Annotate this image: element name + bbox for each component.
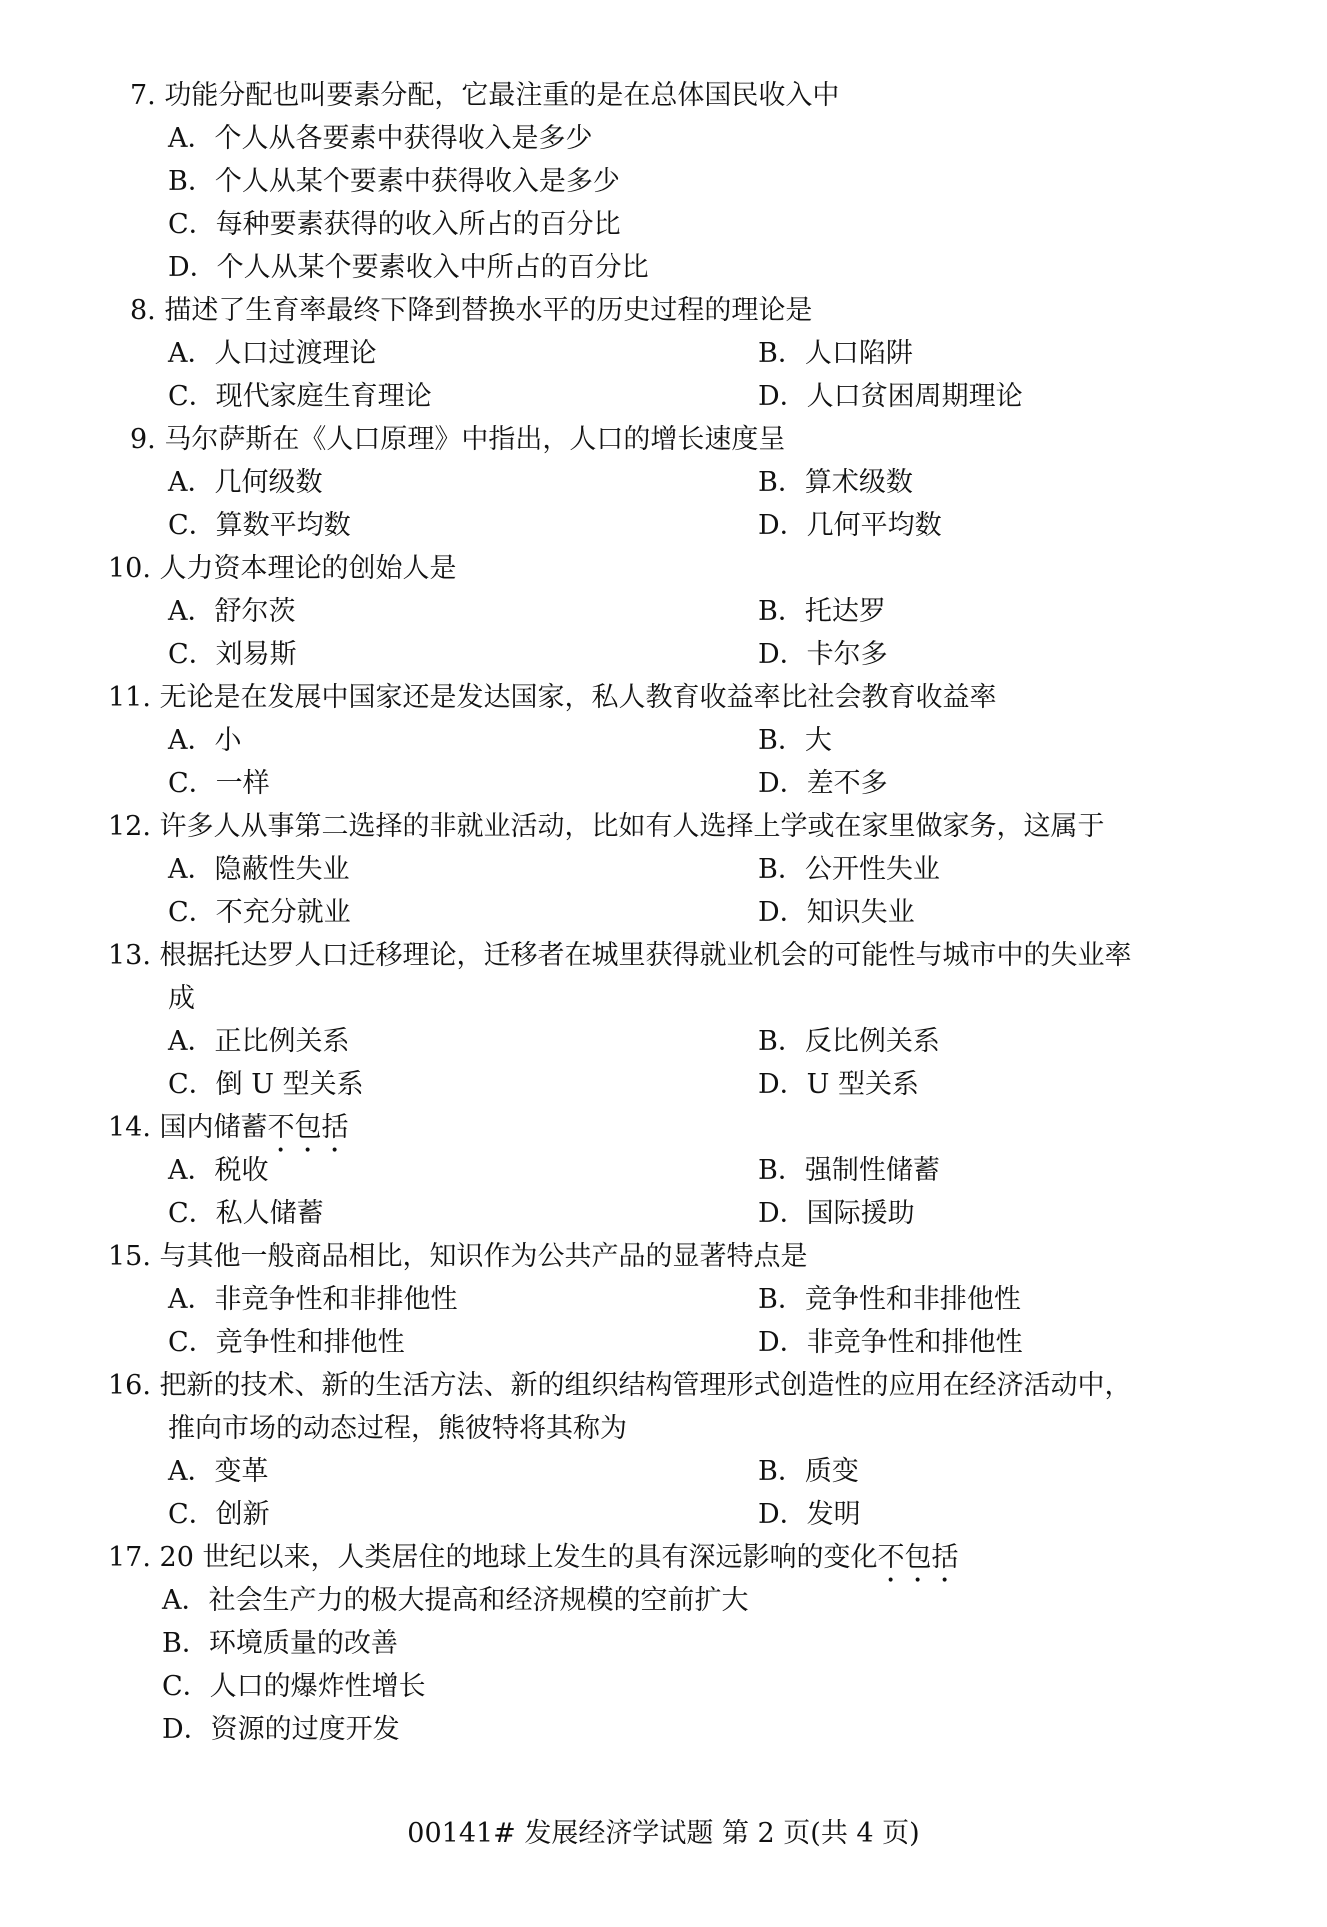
question-text: 人力资本理论的创始人是 [159, 553, 457, 584]
option-b: B．算术级数 [758, 467, 913, 498]
question-text: 马尔萨斯在《人口原理》中指出，人口的增长速度呈 [164, 424, 786, 455]
option-d: D．人口贫困周期理论 [758, 381, 1023, 412]
question-number: 8. [130, 295, 156, 326]
option-c: C．竞争性和排他性 [168, 1327, 405, 1358]
question-number: 9. [130, 424, 156, 455]
option-a: A．非竞争性和非排他性 [168, 1284, 458, 1315]
option-d: D．几何平均数 [758, 510, 942, 541]
option-b: B．质变 [758, 1456, 859, 1487]
page-footer: 00141# 发展经济学试题 第 2 页(共 4 页) [407, 1818, 920, 1849]
option-d: D．非竞争性和排他性 [758, 1327, 1023, 1358]
option-b: B．托达罗 [758, 596, 886, 627]
option-c: C．算数平均数 [168, 510, 351, 541]
option-d: D．国际援助 [758, 1198, 915, 1229]
question-stem [130, 79, 839, 113]
option-d: D．U 型关系 [758, 1069, 919, 1100]
question-stem [108, 1111, 349, 1159]
question-stem [108, 552, 457, 586]
option-d: D．资源的过度开发 [162, 1714, 400, 1745]
option-c: C．创新 [168, 1499, 270, 1530]
option-d: D．知识失业 [758, 897, 915, 928]
question-text: 无论是在发展中国家还是发达国家，私人教育收益率比社会教育收益率 [159, 682, 997, 713]
option-a: A．小 [168, 725, 242, 756]
option-d: D．卡尔多 [758, 639, 888, 670]
option-d: D．差不多 [758, 768, 888, 799]
question-number: 14. [108, 1112, 151, 1143]
question-text: 许多人从事第二选择的非就业活动，比如有人选择上学或在家里做家务，这属于 [159, 811, 1105, 842]
question-number: 10. [108, 553, 151, 584]
question-text: 描述了生育率最终下降到替换水平的历史过程的理论是 [164, 295, 813, 326]
question-text: 功能分配也叫要素分配，它最注重的是在总体国民收入中 [164, 80, 840, 111]
option-c: C．一样 [168, 768, 270, 799]
question-text-continued: 推向市场的动态过程，熊彼特将其称为 [168, 1413, 627, 1444]
option-a: A．几何级数 [168, 467, 323, 498]
question-number: 11. [108, 682, 151, 713]
question-stem [108, 810, 1105, 844]
option-a: A．变革 [168, 1456, 269, 1487]
option-a: A．人口过渡理论 [168, 338, 377, 369]
question-stem [108, 681, 997, 715]
option-b: B．强制性储蓄 [758, 1155, 940, 1186]
option-c: C．人口的爆炸性增长 [162, 1671, 426, 1702]
question-stem [108, 1541, 959, 1589]
option-a: A．个人从各要素中获得收入是多少 [168, 123, 593, 154]
option-b: B．竞争性和非排他性 [758, 1284, 1021, 1315]
question-stem [108, 939, 1132, 973]
option-a: A．社会生产力的极大提高和经济规模的空前扩大 [162, 1585, 749, 1616]
option-b: B．反比例关系 [758, 1026, 940, 1057]
question-text: 根据托达罗人口迁移理论，迁移者在城里获得就业机会的可能性与城市中的失业率 [159, 940, 1132, 971]
question-stem [130, 423, 785, 457]
option-a: A．正比例关系 [168, 1026, 350, 1057]
option-a: A．舒尔茨 [168, 596, 296, 627]
question-number: 12. [108, 811, 151, 842]
question-stem [108, 1369, 1132, 1403]
option-c: C．现代家庭生育理论 [168, 381, 432, 412]
question-number: 13. [108, 940, 151, 971]
option-b: B．个人从某个要素中获得收入是多少 [168, 166, 620, 197]
option-c: C．刘易斯 [168, 639, 297, 670]
option-b: B．人口陷阱 [758, 338, 913, 369]
option-b: B．大 [758, 725, 832, 756]
option-d: D．发明 [758, 1499, 861, 1530]
option-c: C．每种要素获得的收入所占的百分比 [168, 209, 621, 240]
question-number: 16. [108, 1370, 151, 1401]
option-c: C．倒 U 型关系 [168, 1069, 364, 1100]
question-text-continued: 成 [168, 983, 195, 1014]
question-stem [108, 1240, 808, 1274]
question-number: 7. [130, 80, 156, 111]
emphasized-text: 不包括 [877, 1542, 959, 1573]
option-a: A．隐蔽性失业 [168, 854, 350, 885]
option-a: A．税收 [168, 1155, 269, 1186]
question-text: 把新的技术、新的生活方法、新的组织结构管理形式创造性的应用在经济活动中， [159, 1370, 1132, 1401]
option-d: D．个人从某个要素收入中所占的百分比 [168, 252, 649, 283]
option-b: B．公开性失业 [758, 854, 940, 885]
emphasized-text: 不包括 [267, 1112, 349, 1143]
option-c: C．不充分就业 [168, 897, 351, 928]
question-stem [130, 294, 812, 328]
question-number: 15. [108, 1241, 151, 1272]
question-text: 国内储蓄 [159, 1112, 268, 1143]
option-b: B．环境质量的改善 [162, 1628, 398, 1659]
option-c: C．私人储蓄 [168, 1198, 324, 1229]
question-number: 17. [108, 1542, 151, 1573]
question-text: 20 世纪以来，人类居住的地球上发生的具有深远影响的变化 [159, 1542, 878, 1573]
question-text: 与其他一般商品相比，知识作为公共产品的显著特点是 [159, 1241, 808, 1272]
